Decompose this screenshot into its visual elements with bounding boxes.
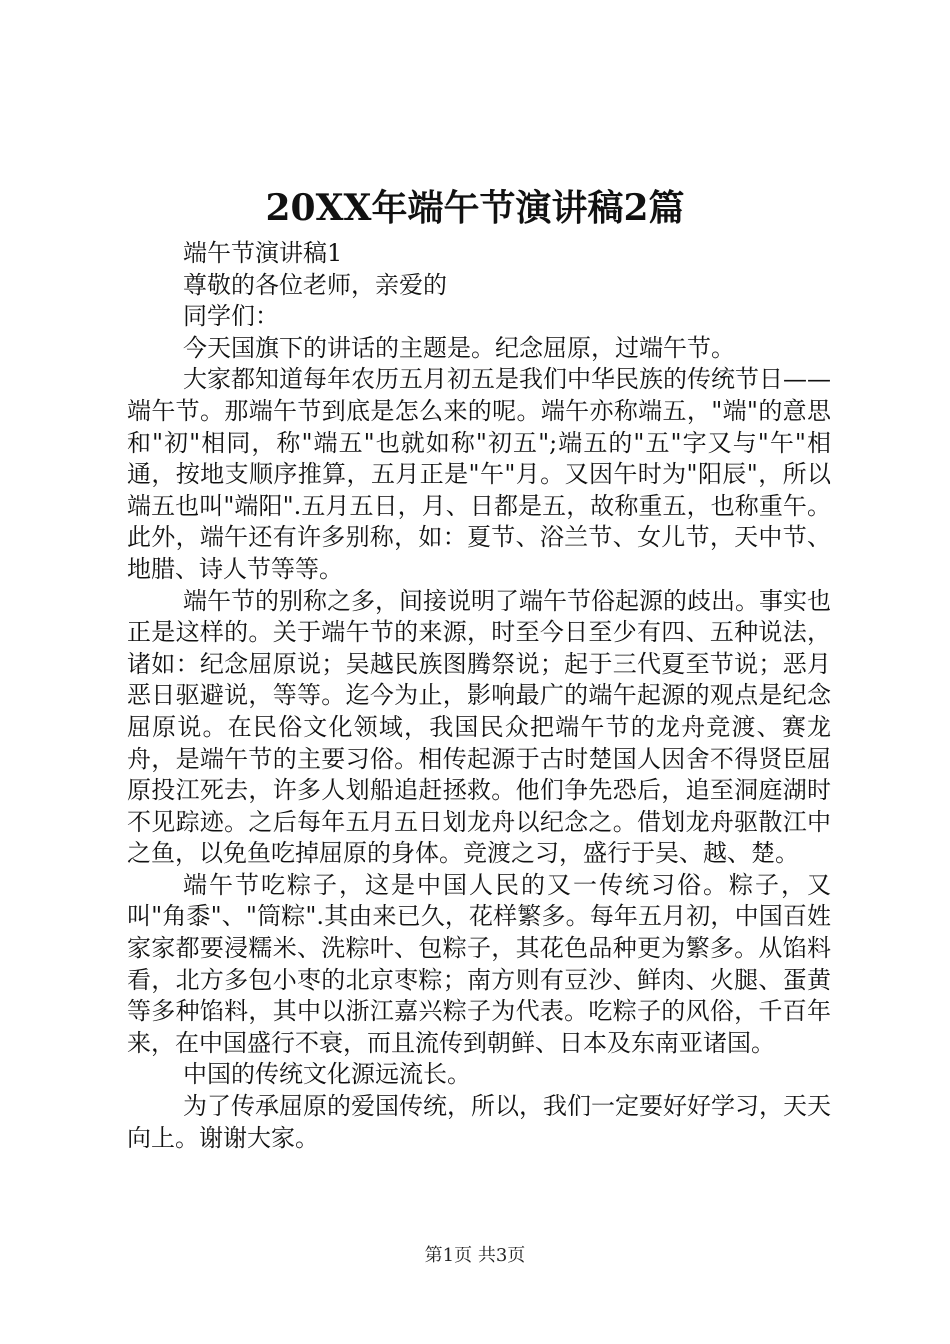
body-paragraph: 中国的传统文化源远流长。 xyxy=(183,1060,471,1089)
section-heading: 端午节演讲稿1 xyxy=(183,239,343,267)
body-paragraph: 端午节的别称之多，间接说明了端午节俗起源的歧出。事实也正是这样的。关于端午节的来源，时至今日至少有四、五种说法，诸如：纪念屈原说；吴越民族图腾祭说；起于三代夏至节说；恶月恶日驱避说，等等。迄今为止，影响最广的端午起源的观点是纪念屈原说。在民俗文化领域，我国民众把端午节的龙舟竞渡、赛龙舟，是端午节的主要习俗。相传起源于古时楚国人因舍不得贤臣屈原投江死去，许多人划船追赶拯救。他们争先恐后，追至洞庭湖时不见踪迹。之后每年五月五日划龙舟以纪念之。借划龙舟驱散江中之鱼，以免鱼吃掉屈原的身体。竞渡之习，盛行于吴、越、楚。 xyxy=(127,586,831,868)
body-paragraph: 大家都知道每年农历五月初五是我们中华民族的传统节日——端午节。那端午节到底是怎么来的呢。端午亦称端五，"端"的意思和"初"相同，称"端五"也就如称"初五";端五的"五"字又与"午"相通，按地支顺序推算，五月正是"午"月。又因午时为"阳辰"，所以端五也叫"端阳".五月五日，月、日都是五，故称重五，也称重午。此外，端午还有许多别称，如：夏节、浴兰节、女儿节，天中节、地腊、诗人节等等。 xyxy=(127,365,831,583)
page-number-footer: 第1页 共3页 xyxy=(424,1245,526,1266)
body-paragraph: 为了传承屈原的爱国传统，所以，我们一定要好好学习，天天向上。谢谢大家。 xyxy=(127,1092,831,1152)
body-paragraph: 今天国旗下的讲话的主题是。纪念屈原，过端午节。 xyxy=(183,333,735,362)
salutation-line: 同学们： xyxy=(183,302,279,331)
body-paragraph: 端午节吃粽子，这是中国人民的又一传统习俗。粽子，又叫"角黍"、"筒粽".其由来已久，花样繁多。每年五月初，中国百姓家家都要浸糯米、洗粽叶、包粽子，其花色品种更为繁多。从馅料看，北方多包小枣的北京枣粽；南方则有豆沙、鲜肉、火腿、蛋黄等多种馅料，其中以浙江嘉兴粽子为代表。吃粽子的风俗，千百年来，在中国盛行不衰，而且流传到朝鲜、日本及东南亚诸国。 xyxy=(127,870,831,1057)
document-title: 20XX年端午节演讲稿2篇 xyxy=(265,187,685,229)
salutation-line: 尊敬的各位老师，亲爱的 xyxy=(183,270,447,299)
document-body xyxy=(127,238,831,1154)
